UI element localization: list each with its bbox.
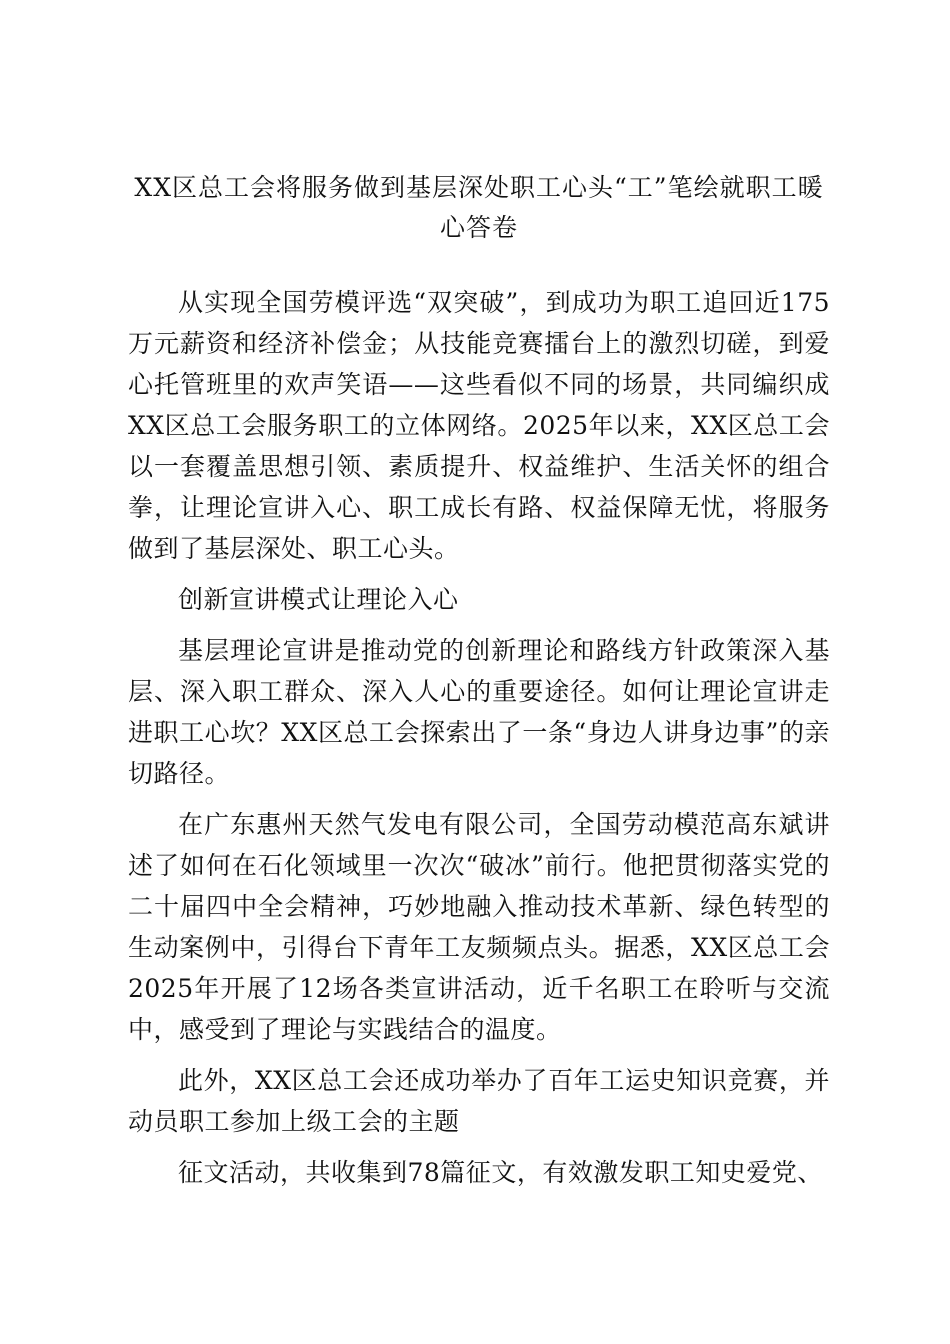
- section-heading: 创新宣讲模式让理论入心: [178, 585, 459, 614]
- paragraph-theory: 基层理论宣讲是推动党的创新理论和路线方针政策深入基层、深入职工群众、深入人心的重要途径。如何让理论宣讲走进职工心坎？XX区总工会探索出了一条“身边人讲身边事”的亲切路径。: [128, 636, 830, 788]
- document-page: [128, 168, 830, 1203]
- paragraph-intro: 从实现全国劳模评选“双突破”，到成功为职工追回近175万元薪资和经济补偿金；从技能竞赛擂台上的激烈切磋，到爱心托管班里的欢声笑语——这些看似不同的场景，共同编织成XX区总工会服务职工的立体网络。2025年以来，XX区总工会以一套覆盖思想引领、素质提升、权益维护、生活关怀的组合拳，让理论宣讲入心、职工成长有路、权益保障无忧，将服务做到了基层深处、职工心头。: [128, 288, 830, 563]
- document-title: XX区总工会将服务做到基层深处职工心头“工”笔绘就职工暖心答卷: [134, 173, 824, 242]
- paragraph-essay: 征文活动，共收集到78篇征文，有效激发职工知史爱党、: [178, 1158, 823, 1187]
- paragraph-competition: 此外，XX区总工会还成功举办了百年工运史知识竞赛，并动员职工参加上级工会的主题: [128, 1066, 830, 1136]
- paragraph-example: 在广东惠州天然气发电有限公司，全国劳动模范高东斌讲述了如何在石化领域里一次次“破冰”前行。他把贯彻落实党的二十届四中全会精神，巧妙地融入推动技术革新、绿色转型的生动案例中，引得台下青年工友频频点头。据悉，XX区总工会2025年开展了12场各类宣讲活动，近千名职工在聆听与交流中，感受到了理论与实践结合的温度。: [128, 810, 830, 1044]
